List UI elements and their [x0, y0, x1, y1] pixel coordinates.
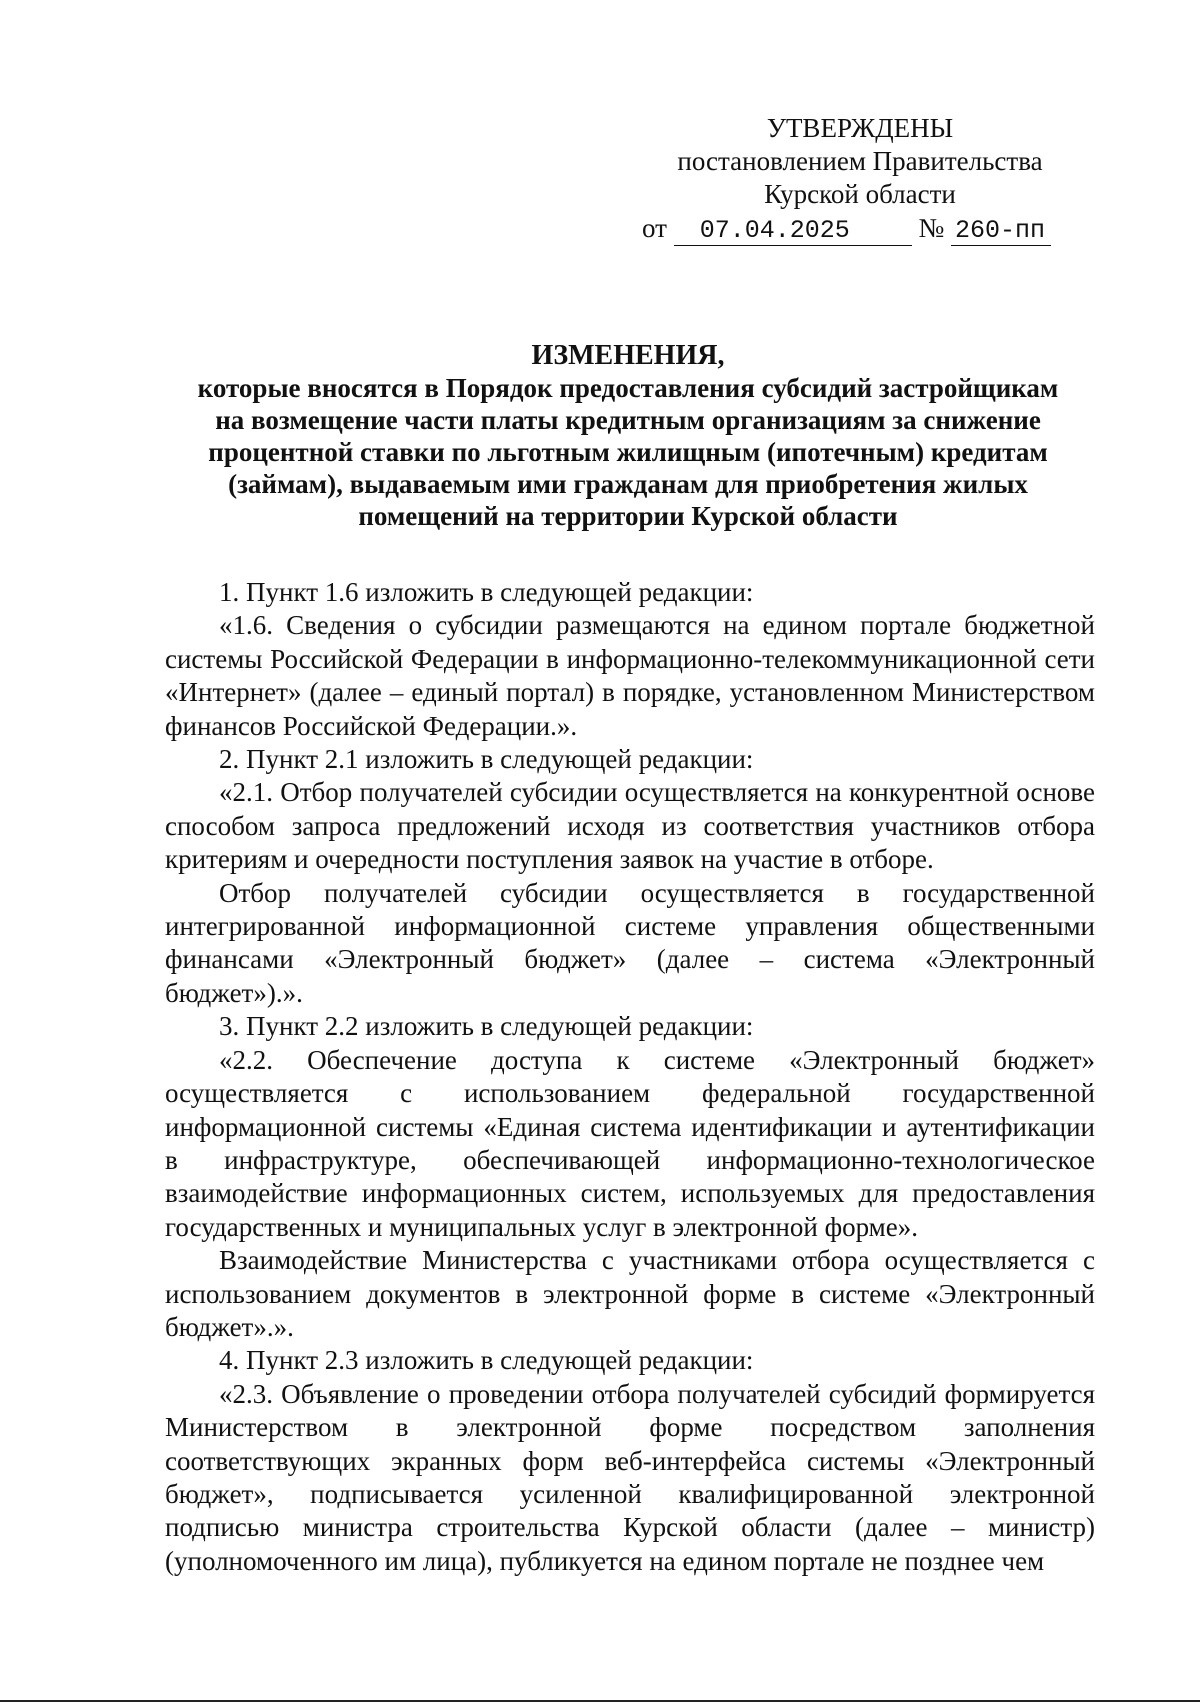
paragraph: Отбор получателей субсидии осуществляется в государственной интегрированной информационной системе управления общественными финансами «Электронный бюджет» (далее – система «Электронный бюджет»).». — [165, 877, 1095, 1008]
paragraph: 3. Пункт 2.2 изложить в следующей редакции: — [219, 1011, 754, 1042]
number-prefix: № — [918, 213, 945, 243]
heading-line: (займам), выдаваемым ими гражданам для приобретения жилых — [228, 469, 1028, 499]
approval-line-1: постановлением Правительства — [677, 146, 1043, 176]
heading-line: на возмещение части платы кредитным организациям за снижение — [215, 405, 1041, 435]
approval-line-2: Курской области — [764, 179, 956, 209]
heading-title: ИЗМЕНЕНИЯ, — [531, 340, 725, 371]
approval-title: УТВЕРЖДЕНЫ — [766, 113, 954, 143]
approval-stamp — [620, 112, 1100, 246]
scan-edge-line — [0, 1700, 1200, 1702]
document-heading — [160, 340, 1096, 532]
document-body — [165, 576, 1095, 1578]
heading-line: помещений на территории Курской области — [358, 501, 898, 531]
paragraph: Взаимодействие Министерства с участниками отбора осуществляется с использованием документов в электронной форме в системе «Электронный бюджет».». — [165, 1245, 1095, 1342]
approval-date: 07.04.2025 — [674, 217, 912, 246]
approval-date-line — [620, 212, 1100, 246]
paragraph: 1. Пункт 1.6 изложить в следующей редакции: — [219, 577, 754, 607]
heading-line: которые вносятся в Порядок предоставления субсидий застройщикам — [197, 373, 1059, 403]
paragraph: «2.1. Отбор получателей субсидии осуществляется на конкурентной основе способом запроса предложений исходя из соответствия участников отбора критериям и очередности поступления заявок на участие в отборе. — [165, 777, 1095, 875]
heading-line: процентной ставки по льготным жилищным (ипотечным) кредитам — [208, 437, 1048, 467]
date-prefix: от — [642, 213, 667, 243]
approval-number: 260-пп — [951, 217, 1051, 246]
paragraph: 2. Пункт 2.1 изложить в следующей редакции: — [219, 744, 754, 775]
paragraph: «2.2. Обеспечение доступа к системе «Электронный бюджет» осуществляется с использованием федеральной государственной информационной системы «Единая система идентификации и аутентификации в инфраструктуре, обеспечивающей информационно-технологическое взаимодействие информационных систем, используемых для предоставления государственных и муниципальных услуг в электронной форме». — [165, 1044, 1095, 1242]
paragraph: «2.3. Объявление о проведении отбора получателей субсидий формируется Министерством в электронной форме посредством заполнения соответствующих экранных форм веб-интерфейса системы «Электронный бюджет», подписывается усиленной квалифицированной электронной подписью министра строительства Курской области (далее – министр) (уполномоченного им лица), публикуется на едином портале не позднее чем — [165, 1378, 1095, 1576]
paragraph: «1.6. Сведения о субсидии размещаются на едином портале бюджетной системы Российской Федерации в информационно-телекоммуникационной сети «Интернет» (далее – единый портал) в порядке, установленном Министерством финансов Российской Федерации.». — [165, 610, 1095, 741]
paragraph: 4. Пункт 2.3 изложить в следующей редакции: — [219, 1345, 754, 1376]
